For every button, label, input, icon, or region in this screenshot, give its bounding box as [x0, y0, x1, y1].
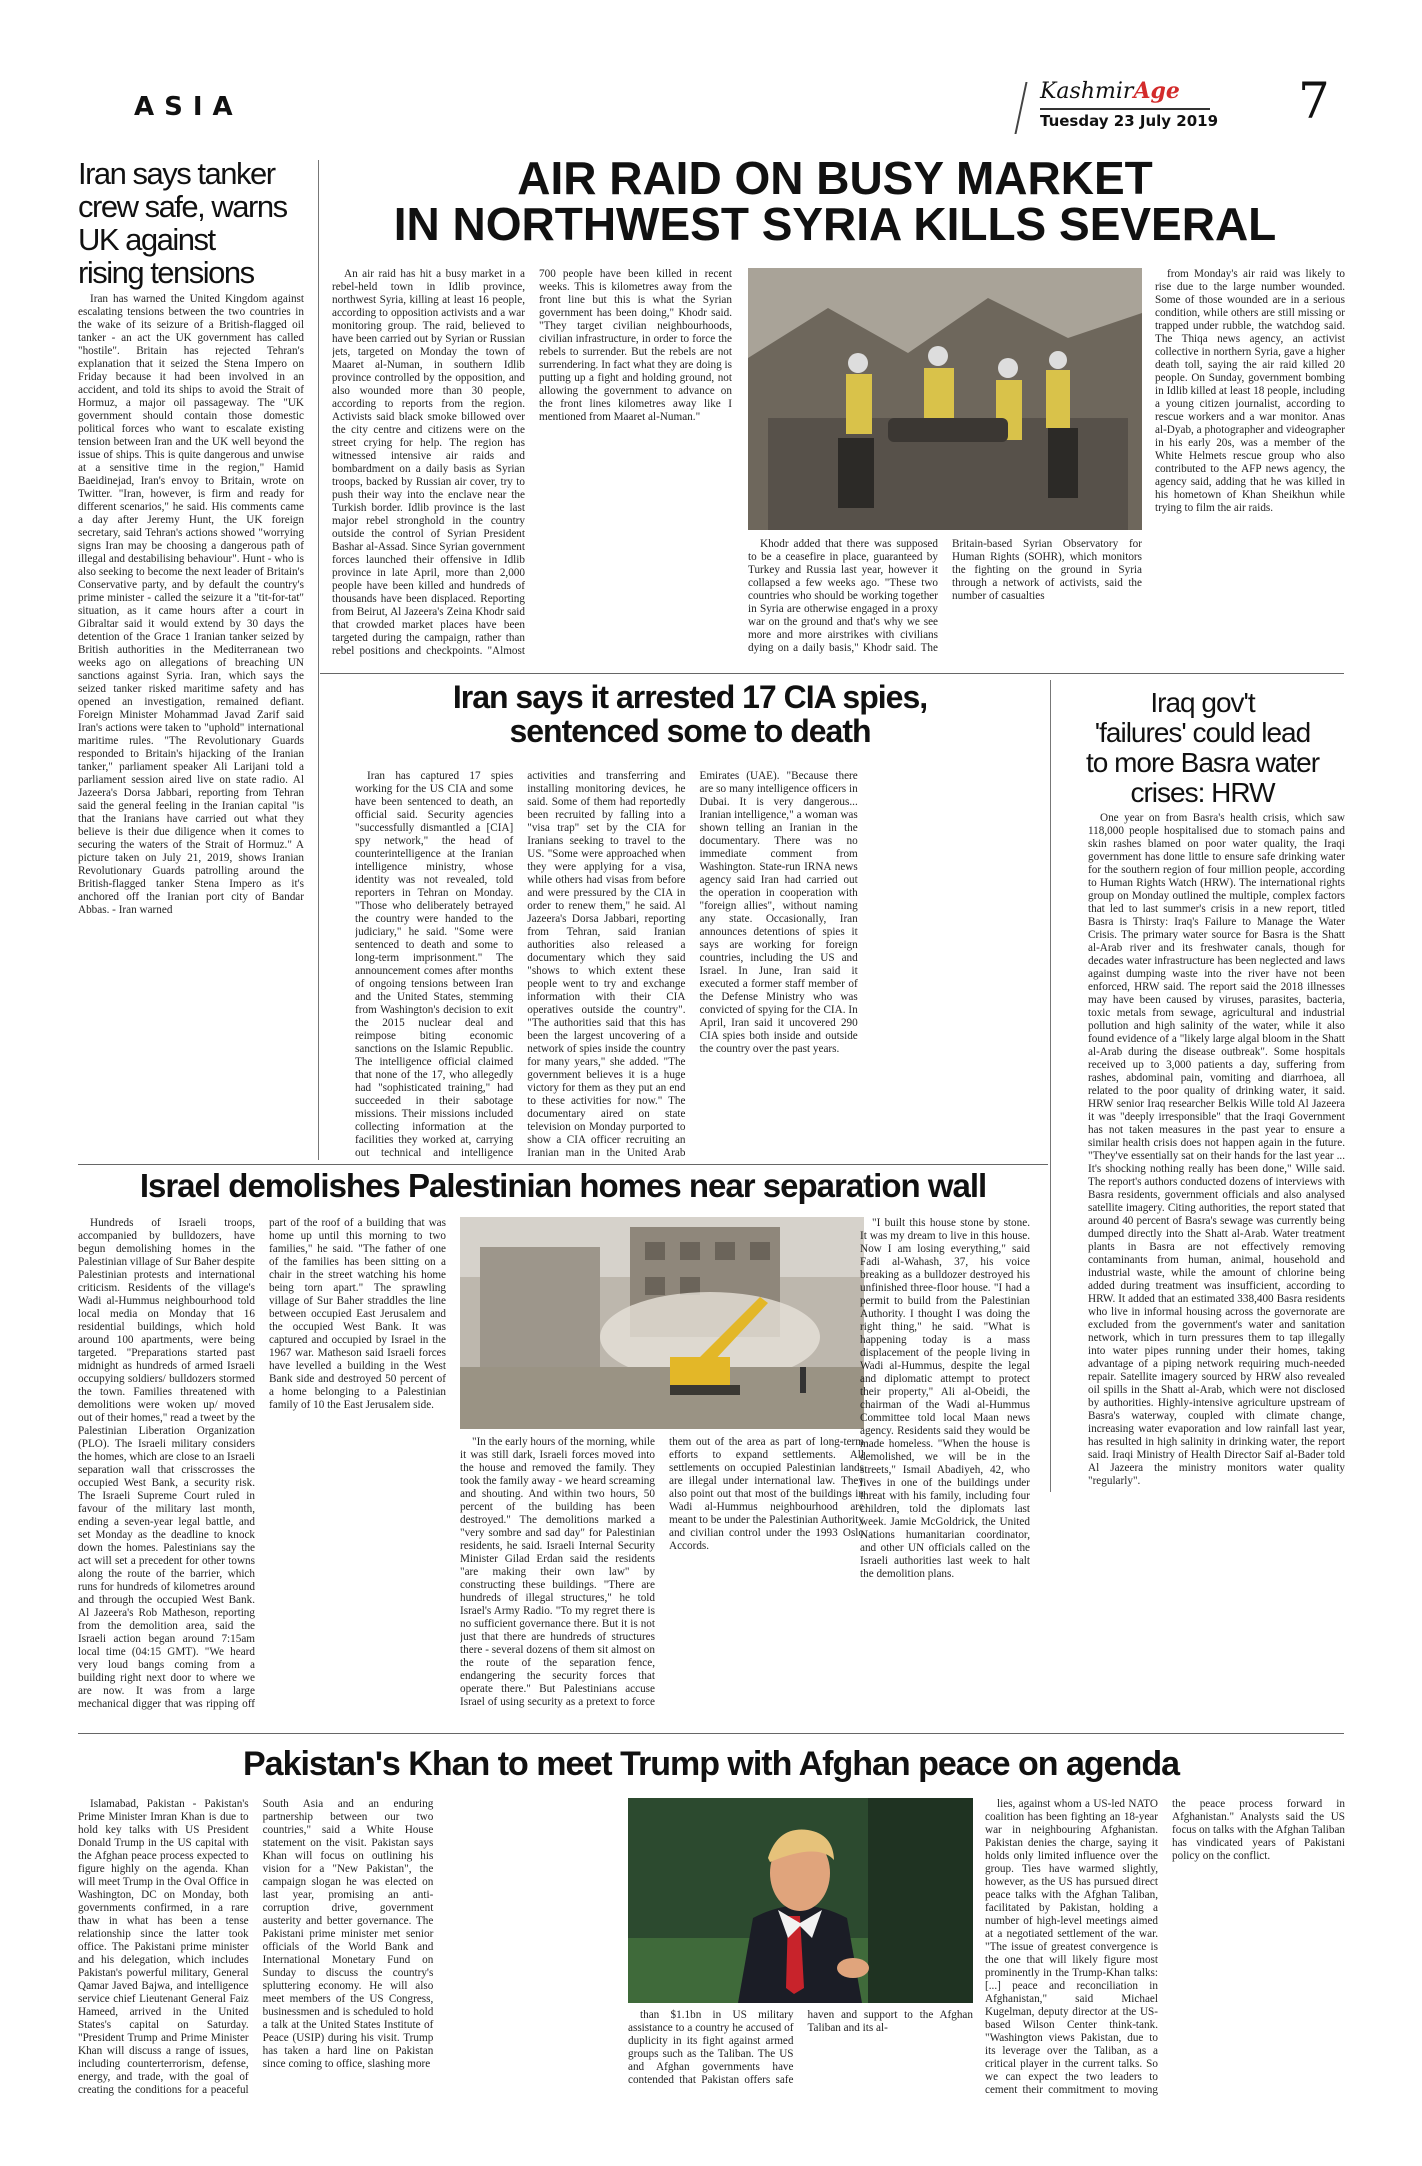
headline-line: crises: HRW	[1130, 777, 1275, 808]
syria-body-left: An air raid has hit a busy market in a rebel-held town in Idlib province, northwest Syria, killing at least 16 people, according to opposition activists and a war monitoring group. The raid, believed to have been carried out by Syrian or Russian jets, targeted on Monday the town of Maaret al-Numan, in southern Idlib province controlled by the opposition, and also wounded more than 30 people, according to reports from the region. Activists said black smoke billowed over the city centre and citizens were on the street crying for help. The region has witnessed intensive air raids and bombardment on a daily basis as Syrian troops, backed by Russian air cover, try to push their way into the enclave near the Turkish border. Idlib province is the last major rebel stronghold in the country outside the control of Syrian President Bashar al-Assad. Since Syrian government forces launched their offensive in Idlib province in late April, more than 2,000 people have been killed and hundreds of thousands have been displaced. Reporting from Beirut, Al Jazeera's Zeina Khodr said that crowded market places have been targeted during the campaign, rather than rebel positions and checkpoints. "Almost 700 people have been killed in recent weeks. This is kilometres away from the front line but this is what the Syrian government has been doing," Khodr said. "They target civilian neighbourhoods, civilian infrastructure, in order to force the rebels to surrender. But the rebels are not surrendering. In fact what they are doing is putting up a fight and holding ground, not allowing the government to advance on the front lines kilometres away like I mentioned from Maaret al-Numan."	[332, 268, 732, 657]
column-rule	[1050, 680, 1051, 1492]
headline-line: Iran says it arrested 17 CIA spies,	[452, 679, 928, 715]
pakistan-body-right: lies, against whom a US-led NATO coalition has been fighting an 18-year war in neighbouring Afghanistan. Pakistan denies the charge, saying it holds only limited influence over the group. Ties have warmed slightly, however, as the US has pursued direct peace talks with the Afghan Taliban, facilitated by Pakistan, holding a number of high-level meetings aimed at a negotiated settlement of the war. "The issue of greatest convergence is the one that will likely figure most prominently in the Trump-Khan talks: [...] peace and reconciliation in Afghanistan," said Michael Kugelman, deputy director at the US-based Wilson Center think-tank. "Washington views Pakistan, due to its leverage over the Taliban, as a critical player in the current talks. So we can expect the two leaders to cement their commitment to moving the peace process forward in Afghanistan." Analysts said the US focus on talks with the Afghan Taliban has vindicated years of Pakistani policy on the conflict.	[985, 1798, 1345, 2096]
section-label: ASIA	[134, 92, 243, 122]
headline-line: Iraq gov't	[1150, 687, 1255, 718]
headline-line: to more Basra water	[1085, 747, 1320, 778]
syria-body-right: from Monday's air raid was likely to rise due to the large number wounded. Some of those wounded are in a serious condition, while others are still missing or trapped under rubble, the watchdog said. The Thiqa news agency, an activist collective in northern Syria, gave a higher death toll, saying the air raid killed 20 people. On Sunday, government bombing in Idlib killed at least 18 people, including a young citizen journalist, according to rescue workers and a war monitor. Anas al-Dyab, a photographer and videographer in his early 20s, was a member of the White Helmets rescue group who also contributed to the AFP news agency, the agency said, adding that he was killed in his hometown of Khan Sheikhun while trying to film the air raids.	[1155, 268, 1345, 514]
iran-tanker-body: Iran has warned the United Kingdom against escalating tensions between the two countries in the wake of its seizure of a British-flagged oil tanker - an act the UK government has called "hostile". Britain has rejected Tehran's explanation that it seized the Stena Impero on Friday because it had been involved in an accident, and told its ships to avoid the Strait of Hormuz, a major oil passageway. The "UK government should contain those domestic political forces who want to escalate existing tension between Iran and the UK well beyond the issue of ships. This is quite dangerous and unwise at a sensitive time in the region," Hamid Baeidinejad, Iran's envoy to Britain, wrote on Twitter. "Iran, however, is firm and ready for different scenarios," he said. His comments came a day after Jeremy Hunt, the UK foreign secretary, said Tehran's actions showed "worrying signs Iran may be choosing a dangerous path of illegal and destabilising behaviour". Hunt - who is also seeking to become the next leader of Britain's Conservative party, and by default the country's prime minister - called the seizure it a "tit-for-tat" situation, as it came hours after a court in Gibraltar said it would extend by 30 days the detention of the Grace 1 Iranian tanker seized by British authorities in the Mediterranean two weeks ago on allegations of breaching UN sanctions against Syria. Iran, which says the seized tanker risked maritime safety and has opened an investigation, remained defiant. Foreign Minister Mohammad Javad Zarif said Iran's actions were taken to "uphold" international maritime rules. "The Revolutionary Guards responded to Britain's hijacking of the Iranian tanker," parliament speaker Ali Larijani told a parliament session aired live on state radio. Al Jazeera's Dorsa Jabbari, reporting from Tehran said the general feeling in the Iranian capital "is that the Iranians have carried out what they believe is their due diligence when it comes to securing the waters of the Strait of Hormuz." A picture taken on July 21, 2019, shows Iranian Revolutionary Guards patrolling around the British-flagged tanker Stena Impero as it's anchored off the Iranian port city of Bandar Abbas. - Iran warned	[78, 293, 304, 916]
cia-headline	[330, 680, 1050, 748]
syria-headline	[340, 152, 1330, 250]
israel-headline: Israel demolishes Palestinian homes near separation wall	[139, 1167, 987, 1204]
masthead	[1012, 74, 1312, 138]
headline-line: rising tensions	[78, 255, 254, 290]
israel-body-mid: "In the early hours of the morning, while it was still dark, Israeli forces moved into the house and removed the family. They took the family away - we heard screaming and shouting. And within two hours, 50 percent of the building has been destroyed." The demolitions marked a "very sombre and sad day" for Palestinian residents, he said. Israeli Internal Security Minister Gilad Erdan said the residents "are making their own law" by constructing these buildings. "There are hundreds of illegal structures," he told Israel's Army Radio. "To my regret there is no sufficient governance there. But it is not just that there are hundreds of structures there - several dozens of them sit almost on the route of the separation fence, endangering the security forces that operate there." But Palestinians accuse Israel of using security as a pretext to force them out of the area as part of long-term efforts to expand settlements. All settlements on occupied Palestinian lands are illegal under international law. They also point out that most of the buildings in Wadi al-Hummus neighbourhood are meant to be under the Palestinian Authority and civilian control under the 1993 Oslo Accords.	[460, 1436, 864, 1708]
cia-body: Iran has captured 17 spies working for the US CIA and some have been sentenced to death, an official said. Security agencies "successfully dismantled a [CIA] spy network," the head of counterintelligence at the Iranian intelligence ministry, whose identity was not revealed, told reporters in Tehran on Monday. "Those who deliberately betrayed the country were handed to the judiciary," he said. "Some were sentenced to death and some to long-term imprisonment." The announcement comes after months of ongoing tensions between Iran and the United States, stemming from Washington's decision to exit the 2015 nuclear deal and reimpose biting economic sanctions on the Islamic Republic. The intelligence official claimed that none of the 17, who allegedly had "sophisticated training," had succeeded in their sabotage missions. Their missions included collecting information at the facilities they worked at, carrying out technical and intelligence activities and transferring and installing monitoring devices, he said. Some of them had reportedly been recruited by falling into a "visa trap" set by the CIA for Iranians seeking to travel to the US. "Some were approached when they were applying for a visa, while others had visas from before and were pressured by the CIA in order to renew them," he said. Al Jazeera's Dorsa Jabbari, reporting from Tehran, said Iranian authorities also released a documentary which they said "shows to which extent these people went to try and exchange information with their CIA operatives outside the country". "The authorities said that this has been the largest uncovering of a network of spies inside the country for many years," she added. "The government believes it is a huge victory for them as they put an end to these activities for now." The documentary aired on state television on Monday purported to show a CIA officer recruiting an Iranian man in the United Arab Emirates (UAE). "Because there are so many intelligence officers in Dubai. It is very dangerous... Iranian intelligence," a woman was shown telling an Iranian in the documentary. There was no immediate comment from Washington. State-run IRNA news agency said Iran had carried out the operation in cooperation with "foreign allies", without naming any state. Occasionally, Iran announces detentions of spies it says are working for foreign countries, including the US and Israel. In June, Iran said it executed a former staff member of the Defense Ministry who was convicted of spying for the CIA. In April, Iran said it uncovered 290 CIA spies both inside and outside the country over the past years.	[355, 770, 858, 1159]
newspaper-name: KashmirAge	[1040, 78, 1180, 104]
headline-line: Iran says tanker	[78, 156, 275, 191]
portrait-image	[628, 1798, 973, 2003]
rescue-scene-image	[748, 268, 1142, 530]
headline-line: IN NORTHWEST SYRIA KILLS SEVERAL	[393, 198, 1277, 250]
pakistan-body-mid: than $1.1bn in US military assistance to a country he accused of duplicity in its fight against armed groups such as the Taliban. The US and Afghan governments have contended that Pakistan offers safe haven and support to the Afghan Taliban and its al-	[628, 2009, 973, 2086]
headline-line: sentenced some to death	[509, 713, 871, 749]
section-rule	[78, 1164, 1048, 1165]
page-number: 7	[1298, 72, 1330, 130]
masthead-rule	[1040, 108, 1210, 110]
headline-line: AIR RAID ON BUSY MARKET	[517, 152, 1153, 204]
israel-body-left: Hundreds of Israeli troops, accompanied by bulldozers, have begun demolishing homes in the Palestinian village of Sur Baher despite Palestinian protests and international criticism. Residents of the village's Wadi al-Hummus neighbourhood told local media on Monday that 16 residential buildings, which hold around 100 apartments, were being targeted. "Preparations started past midnight as hundreds of armed Israeli occupying soldiers/ bulldozers stormed the town. Families threatened with demolitions were woken up/ moved out of their homes," read a tweet by the Palestinian Liberation Organization (PLO). The Israeli military considers the homes, which are close to an Israeli separation wall that crisscrosses the occupied West Bank, a security risk. The Israeli Supreme Court ruled in favour of the military last month, ending a seven-year legal battle, and set Monday as the deadline to knock down the homes. Palestinians say the act will set a precedent for other towns along the route of the barrier, which runs for hundreds of kilometres around and through the occupied West Bank. Al Jazeera's Rob Matheson, reporting from the demolition area, said the Israeli action began around 7:15am local time (04:15 GMT). "We heard very loud bangs coming from a building right next door to where we are now. It was from a large mechanical digger that was ripping off part of the roof of a building that was home up until this morning to two families," he said. "The father of one of the families has been sitting on a chair in the street watching his home being torn apart." The sprawling village of Sur Baher straddles the line between occupied East Jerusalem and the occupied West Bank. It was captured and occupied by Israel in the 1967 war. Matheson said Israeli forces have levelled a building in the West Bank side and destroyed 50 percent of a home belonging to a Palestinian family of 10 the East Jerusalem side.	[78, 1217, 446, 1710]
basra-headline	[1060, 688, 1345, 808]
demolition-excavator-photo	[460, 1217, 864, 1429]
masthead-slash	[1014, 82, 1027, 134]
headline-line: 'failures' could lead	[1094, 717, 1311, 748]
israel-body-right: "I built this house stone by stone. It was my dream to live in this house. Now I am losing everything," said Fadi al-Wahash, 37, his voice breaking as a bulldozer destroyed his unfinished three-floor house. "I had a permit to build from the Palestinian Authority. I thought I was doing the right thing," he said. "What is happening today is a mass displacement of the people living in Wadi al-Hummus, despite the legal and diplomatic attempt to protect their property," Ali al-Obeidi, the chairman of the Wadi al-Hummus Committee told local Maan news agency. Residents said they would be made homeless. "When the house is demolished, we will be in the streets," Ismail Abadiyeh, 42, who lives in one of the buildings under threat with his family, including four children, told the diplomats last week. Jamie McGoldrick, the United Nations humanitarian coordinator, and other UN officials called on the Israeli authorities last week to halt the demolition plans.	[860, 1217, 1030, 1580]
pakistan-body-left: Islamabad, Pakistan - Pakistan's Prime Minister Imran Khan is due to hold key talks with US President Donald Trump in the US capital with the Afghan peace process expected to figure highly on the agenda. Khan will meet Trump in the Oval Office in Washington, DC on Monday, both governments confirmed, in a rare thaw in what has been a tense relationship since the latter took office. The Pakistani prime minister and his delegation, which includes Pakistan's powerful military, General Qamar Javed Bajwa, and intelligence service chief Lieutenant General Faiz Hameed, arrived in the United States's capital on Saturday. "President Trump and Prime Minister Khan will discuss a range of issues, including counterterrorism, defense, energy, and trade, with the goal of creating the conditions for a peaceful South Asia and an enduring partnership between our two countries," said a White House statement on the visit. Pakistan says Khan will focus on outlining his vision for a "New Pakistan", the campaign slogan he was elected on last year, promising an anti-corruption drive, government austerity and better governance. The Pakistani prime minister met senior officials of the World Bank and International Monetary Fund on Sunday to discuss the country's spluttering economy. He will also meet members of the US Congress, businessmen and is scheduled to hold a talk at the United States Institute of Peace (USIP) during his visit. Trump has taken a hard line on Pakistan since coming to office, slashing more	[78, 1798, 434, 2096]
basra-body: One year on from Basra's health crisis, which saw 118,000 people hospitalised due to stomach pains and skin rashes blamed on poor water quality, the Iraqi government has done little to ensure safe drinking water for the southern region of four million people, according to Human Rights Watch (HRW). The international rights group on Monday outlined the multiple, complex factors that led to last summer's crisis in a new report, titled Basra is Thirsty: Iraq's Failure to Manage the Water Crisis. The primary water source for Basra is the Shatt al-Arab river and its freshwater canals, though for decades water infrastructure has been neglected and laws against dumping waste into the river have not been enforced, HRW said. The report said the 2018 illnesses may have been caused by viruses, parasites, bacteria, toxic metals from sewage, agricultural and industrial pollution and high salinity of the water, while it also found evidence of a "likely large algal bloom in the Shatt al-Arab during the disease outbreak". Some hospitals received up to 3,000 patients a day, suffering from rashes, abdominal pain, vomiting and diarrhoea, all related to the poor quality of drinking water, it said. HRW senior Iraq researcher Belkis Wille told Al Jazeera it was "deeply irresponsible" that the Iraqi Government has not taken measures in the past year to ensure a similar health crisis does not happen again in the future. "They've essentially sat on their hands for the last year ... It's shocking nothing really has been done," Wille said. The report's authors conducted dozens of interviews with Basra residents, government officials and also analysed satellite imagery. Citing authorities, the report stated that around 40 percent of Basra's sewage was currently being dumped directly into the Shatt al-Arab. Water treatment plants in Basra are not effectively removing contaminants from human, animal, household and industrial waste, while the amount of chlorine being added during treatment was insufficient, according to HRW. It added that an estimated 338,400 Basra residents who live in informal housing across the governorate are excluded from the government's water and sanitation network, which in turn pressures them to tap illegally into water pipes running under their homes, taking advantage of a piping network requiring much-needed repair. Satellite imagery sourced by HRW also revealed oil spills in the Shatt al-Arab, which were not disclosed by authorities. Highly-intensive agriculture upstream of Basra's waterway, coupled with climate change, increasing water evaporation and low rainfall last year, has resulted in high salinity in drinking water, the report said. Iraqi Ministry of Health Director Saif al-Bader told Al Jazeera the ministry monitors water quality "regularly".	[1088, 812, 1345, 1487]
demolition-scene-image	[460, 1217, 864, 1429]
section-rule	[320, 673, 1344, 674]
column-rule	[318, 160, 319, 1160]
trump-portrait-photo	[628, 1798, 973, 2003]
iran-tanker-headline	[78, 157, 318, 289]
headline-line: crew safe, warns	[78, 189, 287, 224]
pakistan-headline: Pakistan's Khan to meet Trump with Afghan peace on agenda	[242, 1745, 1179, 1783]
headline-line: UK against	[78, 222, 215, 257]
section-rule	[78, 1733, 1344, 1734]
syria-body-mid: Khodr added that there was supposed to be a ceasefire in place, guaranteed by Turkey and Russia last year, however it collapsed a few weeks ago. "These two countries who should be working together in Syria are otherwise engaged in a proxy war on the ground and that's why we see more and more airstrikes with civilians dying on a daily basis," Khodr said. The Britain-based Syrian Observatory for Human Rights (SOHR), which monitors the fighting on the ground in Syria through a network of activists, said the number of casualties	[748, 538, 1142, 654]
white-helmets-rescue-photo	[748, 268, 1142, 530]
issue-date: Tuesday 23 July 2019	[1040, 112, 1219, 130]
